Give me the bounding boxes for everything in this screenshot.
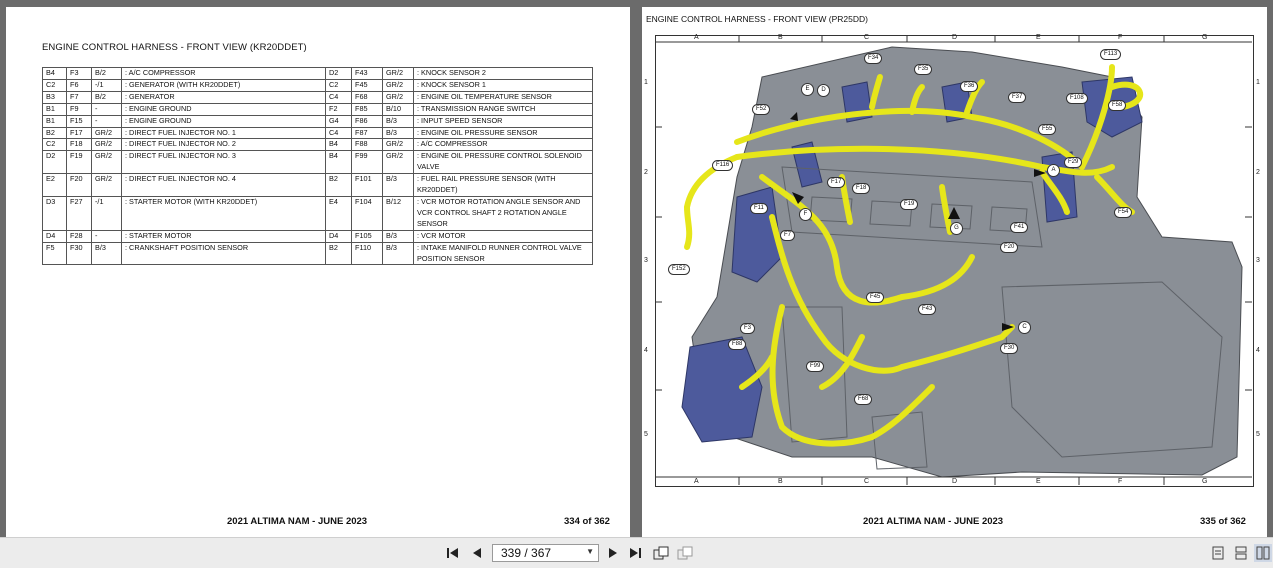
table-cell: B/10: [383, 103, 414, 115]
table-cell: F20: [67, 174, 92, 197]
table-cell: F7: [67, 91, 92, 103]
table-cell: B3: [43, 91, 67, 103]
table-cell: F85: [352, 103, 383, 115]
col-label-e: E: [1036, 34, 1041, 41]
table-row: [43, 115, 593, 127]
table-row: [43, 91, 593, 103]
col-label-b-bottom: B: [778, 478, 783, 485]
col-label-g: G: [1202, 34, 1208, 41]
col-label-e-bottom: E: [1036, 478, 1041, 485]
callout-f17: F17: [827, 177, 845, 188]
callout-f113: F113: [1100, 49, 1121, 60]
table-cell: GR/2: [383, 91, 414, 103]
callout-f35: F35: [914, 64, 932, 75]
next-page-icon[interactable]: [604, 544, 622, 562]
callout-f36: F36: [960, 81, 978, 92]
engine-harness-diagram: [642, 7, 1267, 537]
callout-f19: F19: [900, 199, 918, 210]
table-cell: B4: [43, 68, 67, 80]
table-cell: : DIRECT FUEL INJECTOR NO. 3: [122, 151, 326, 174]
table-cell: : ENGINE OIL PRESSURE SENSOR: [414, 127, 593, 139]
table-cell: : DIRECT FUEL INJECTOR NO. 4: [122, 174, 326, 197]
table-cell: : ENGINE GROUND: [122, 115, 326, 127]
two-page-icon[interactable]: [1254, 544, 1272, 562]
table-cell: F99: [352, 151, 383, 174]
table-cell: F45: [352, 79, 383, 91]
callout-f43: F43: [918, 304, 936, 315]
point-c: C: [1018, 321, 1031, 334]
table-cell: B2: [326, 242, 352, 265]
callout-f99: F99: [806, 361, 824, 372]
rotate-icon[interactable]: [652, 544, 670, 562]
table-cell: F6: [67, 79, 92, 91]
footer-title: 2021 ALTIMA NAM - JUNE 2023: [863, 516, 1004, 527]
table-cell: E2: [43, 174, 67, 197]
first-page-icon[interactable]: [444, 544, 462, 562]
table-cell: F18: [67, 139, 92, 151]
table-cell: C4: [326, 91, 352, 103]
table-cell: : VCR MOTOR: [414, 230, 593, 242]
col-label-c-bottom: C: [864, 478, 870, 485]
table-cell: B/3: [383, 127, 414, 139]
table-cell: E4: [326, 196, 352, 230]
row-label-3: 3: [644, 257, 648, 264]
table-row: [43, 242, 593, 265]
callout-f3: F3: [740, 323, 755, 334]
viewer-toolbar: [0, 537, 1273, 568]
table-cell: F43: [352, 68, 383, 80]
table-cell: GR/2: [92, 139, 122, 151]
callout-f52: F52: [752, 104, 770, 115]
table-cell: F68: [352, 91, 383, 103]
callout-f30: F30: [1000, 343, 1018, 354]
point-d: D: [817, 84, 830, 97]
col-label-f: F: [1118, 34, 1123, 41]
table-cell: C2: [43, 79, 67, 91]
table-cell: B4: [326, 151, 352, 174]
point-e: E: [801, 83, 814, 96]
table-cell: F27: [67, 196, 92, 230]
page-number-select[interactable]: [492, 544, 599, 562]
right-page: [642, 7, 1267, 537]
point-f: F: [799, 208, 812, 221]
table-cell: : VCR MOTOR ROTATION ANGLE SENSOR AND VCR CONTROL SHAFT 2 ROTATION ANGLE SENSOR: [414, 196, 593, 230]
left-page: [6, 7, 630, 537]
prev-page-icon[interactable]: [468, 544, 486, 562]
table-cell: GR/2: [383, 79, 414, 91]
table-cell: -/1: [92, 196, 122, 230]
connector-table: [42, 67, 593, 265]
callout-f41: F41: [1010, 222, 1028, 233]
table-cell: : GENERATOR (WITH KR20DDET): [122, 79, 326, 91]
table-cell: F19: [67, 151, 92, 174]
page-title: ENGINE CONTROL HARNESS - FRONT VIEW (KR20DDET): [42, 42, 307, 53]
table-cell: B2: [43, 127, 67, 139]
callout-f152: F152: [668, 264, 690, 275]
callout-f88: F88: [728, 339, 746, 350]
table-cell: : FUEL RAIL PRESSURE SENSOR (WITH KR20DDET): [414, 174, 593, 197]
table-cell: B1: [43, 103, 67, 115]
col-label-a: A: [694, 34, 699, 41]
row-label-2-right: 2: [1256, 169, 1260, 176]
table-cell: GR/2: [383, 151, 414, 174]
table-cell: B/2: [92, 68, 122, 80]
table-cell: B2: [326, 174, 352, 197]
table-cell: F105: [352, 230, 383, 242]
callout-f58: F58: [1108, 100, 1126, 111]
table-cell: F3: [67, 68, 92, 80]
table-row: [43, 174, 593, 197]
row-label-3-right: 3: [1256, 257, 1260, 264]
col-label-g-bottom: G: [1202, 478, 1208, 485]
table-cell: C2: [43, 139, 67, 151]
table-cell: F86: [352, 115, 383, 127]
callout-f18: F18: [852, 183, 870, 194]
fit-icon[interactable]: [676, 544, 694, 562]
col-label-a-bottom: A: [694, 478, 699, 485]
single-page-icon[interactable]: [1209, 544, 1227, 562]
col-label-b: B: [778, 34, 783, 41]
col-label-f-bottom: F: [1118, 478, 1123, 485]
callout-f45: F45: [866, 292, 884, 303]
page-number-value: 339 / 367: [501, 546, 552, 560]
point-a: A: [1047, 164, 1060, 177]
table-cell: B/3: [92, 242, 122, 265]
row-label-1: 1: [644, 79, 648, 86]
table-row: [43, 103, 593, 115]
table-cell: F30: [67, 242, 92, 265]
table-cell: : ENGINE OIL PRESSURE CONTROL SOLENOID VALVE: [414, 151, 593, 174]
table-row: [43, 196, 593, 230]
callout-f11: F11: [750, 203, 768, 214]
continuous-page-icon[interactable]: [1232, 544, 1250, 562]
table-cell: B/3: [383, 174, 414, 197]
table-cell: F2: [326, 103, 352, 115]
table-cell: : TRANSMISSION RANGE SWITCH: [414, 103, 593, 115]
col-label-d: D: [952, 34, 958, 41]
table-cell: GR/2: [92, 127, 122, 139]
table-cell: GR/2: [92, 174, 122, 197]
col-label-c: C: [864, 34, 870, 41]
table-cell: : ENGINE OIL TEMPERATURE SENSOR: [414, 91, 593, 103]
table-cell: B1: [43, 115, 67, 127]
diagram-title: ENGINE CONTROL HARNESS - FRONT VIEW (PR25DD): [646, 14, 868, 24]
callout-f54: F54: [1114, 207, 1132, 218]
table-cell: : A/C COMPRESSOR: [122, 68, 326, 80]
callout-f37: F37: [1008, 92, 1026, 103]
table-cell: B/3: [383, 115, 414, 127]
table-row: [43, 230, 593, 242]
table-cell: C2: [326, 79, 352, 91]
footer-page-number: 334 of 362: [564, 516, 610, 527]
table-cell: : INTAKE MANIFOLD RUNNER CONTROL VALVE POSITION SENSOR: [414, 242, 593, 265]
table-cell: : DIRECT FUEL INJECTOR NO. 2: [122, 139, 326, 151]
table-cell: -: [92, 115, 122, 127]
table-cell: F17: [67, 127, 92, 139]
table-cell: F15: [67, 115, 92, 127]
callout-f108: F108: [1066, 93, 1088, 104]
table-cell: : GENERATOR: [122, 91, 326, 103]
table-cell: D3: [43, 196, 67, 230]
table-cell: B/3: [383, 242, 414, 265]
table-cell: C4: [326, 127, 352, 139]
table-cell: F101: [352, 174, 383, 197]
col-label-d-bottom: D: [952, 478, 958, 485]
last-page-icon[interactable]: [626, 544, 644, 562]
table-cell: F88: [352, 139, 383, 151]
callout-f20: F20: [1000, 242, 1018, 253]
table-cell: GR/2: [383, 139, 414, 151]
table-cell: F104: [352, 196, 383, 230]
table-cell: B/3: [383, 230, 414, 242]
callout-f68: F68: [854, 394, 872, 405]
callout-f116: F116: [712, 160, 733, 171]
footer-title: 2021 ALTIMA NAM - JUNE 2023: [227, 516, 368, 527]
row-label-4: 4: [644, 347, 648, 354]
callout-f55: F55: [1038, 124, 1056, 135]
table-row: [43, 151, 593, 174]
table-cell: B/12: [383, 196, 414, 230]
row-label-5-right: 5: [1256, 431, 1260, 438]
table-cell: B/2: [92, 91, 122, 103]
table-cell: D4: [326, 230, 352, 242]
callout-f34: F34: [864, 53, 882, 64]
table-cell: : A/C COMPRESSOR: [414, 139, 593, 151]
table-cell: F110: [352, 242, 383, 265]
table-cell: F9: [67, 103, 92, 115]
chevron-down-icon: ▼: [586, 547, 594, 556]
table-cell: B4: [326, 139, 352, 151]
table-cell: F5: [43, 242, 67, 265]
table-cell: D2: [43, 151, 67, 174]
table-row: [43, 139, 593, 151]
point-g: G: [950, 222, 963, 235]
callout-f7: F7: [780, 230, 795, 241]
table-cell: : DIRECT FUEL INJECTOR NO. 1: [122, 127, 326, 139]
table-cell: : CRANKSHAFT POSITION SENSOR: [122, 242, 326, 265]
table-cell: F28: [67, 230, 92, 242]
table-cell: : INPUT SPEED SENSOR: [414, 115, 593, 127]
table-cell: GR/2: [92, 151, 122, 174]
table-row: [43, 127, 593, 139]
row-label-5: 5: [644, 431, 648, 438]
callout-f29: F29: [1064, 157, 1082, 168]
table-cell: -/1: [92, 79, 122, 91]
table-cell: D2: [326, 68, 352, 80]
table-cell: -: [92, 230, 122, 242]
table-cell: GR/2: [383, 68, 414, 80]
table-cell: : ENGINE GROUND: [122, 103, 326, 115]
row-label-4-right: 4: [1256, 347, 1260, 354]
row-label-2: 2: [644, 169, 648, 176]
table-cell: D4: [43, 230, 67, 242]
table-cell: : STARTER MOTOR (WITH KR20DDET): [122, 196, 326, 230]
table-cell: : KNOCK SENSOR 2: [414, 68, 593, 80]
table-row: [43, 79, 593, 91]
footer-page-number: 335 of 362: [1200, 516, 1246, 527]
table-cell: G4: [326, 115, 352, 127]
table-cell: : STARTER MOTOR: [122, 230, 326, 242]
table-row: [43, 68, 593, 80]
table-cell: F87: [352, 127, 383, 139]
table-cell: -: [92, 103, 122, 115]
table-cell: : KNOCK SENSOR 1: [414, 79, 593, 91]
row-label-1-right: 1: [1256, 79, 1260, 86]
